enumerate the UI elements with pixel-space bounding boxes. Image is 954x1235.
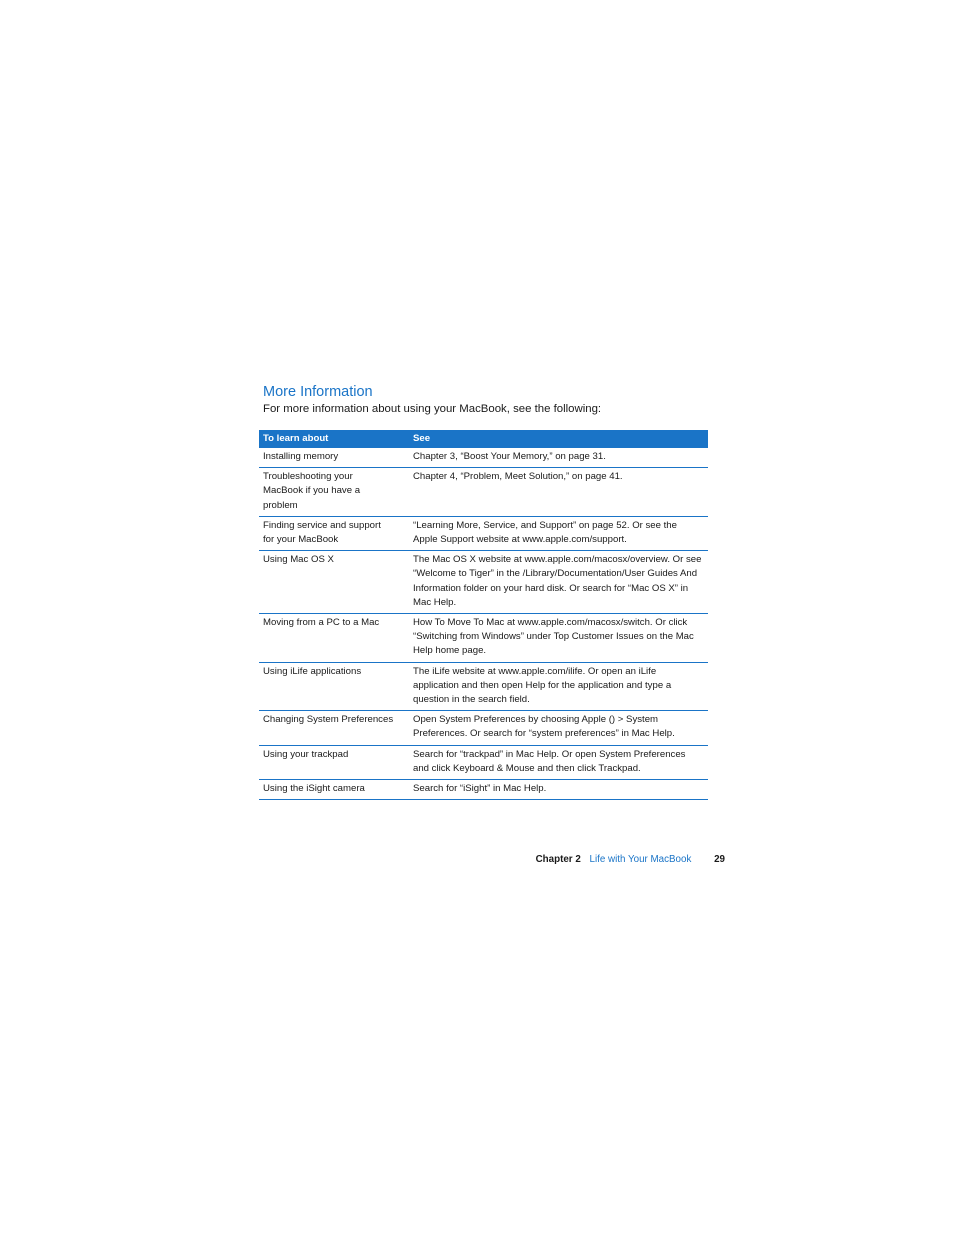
table-row: [259, 614, 708, 663]
intro-text: For more information about using your MacBook, see the following:: [263, 403, 602, 415]
chapter-label: Chapter 2: [535, 854, 581, 865]
row-topic-text: Finding service and support for your MacBook: [263, 519, 381, 546]
info-table: [259, 430, 708, 800]
table-row: [259, 662, 708, 711]
table-row: [259, 448, 708, 468]
row-see: How To Move To Mac at www.apple.com/macosx/switch. Or click “Switching from Windows” under Top Customer Issues on the Mac Help home page.: [409, 614, 708, 663]
row-topic: Using the iSight camera: [259, 780, 409, 800]
row-topic: [259, 468, 409, 517]
row-see: [409, 662, 708, 711]
row-topic: Using iLife applications: [259, 662, 409, 711]
table-row: [259, 745, 708, 779]
page-footer: [536, 852, 725, 868]
row-see-after: ) > System Preferences. Or search for “system preferences” in Mac Help.: [413, 714, 675, 740]
row-topic: Using your trackpad: [259, 745, 409, 779]
row-see-before: Open System Preferences by choosing Apple (: [413, 714, 612, 726]
table-row: [259, 516, 708, 550]
row-topic: [259, 516, 409, 550]
section-title: More Information: [263, 384, 373, 400]
table-row: [259, 468, 708, 517]
row-topic: Moving from a PC to a Mac: [259, 614, 409, 663]
table-row: [259, 711, 708, 745]
table-header-row: [259, 430, 708, 448]
row-see: [409, 711, 708, 745]
row-see: Chapter 3, “Boost Your Memory,” on page 31.: [409, 448, 708, 468]
row-see: The Mac OS X website at www.apple.com/macosx/overview. Or see “Welcome to Tiger” in the /Library/Documentation/User Guides And Information folder on your hard disk. Or search for “Mac OS X” in Mac Help.: [409, 551, 708, 614]
row-topic: Changing System Preferences: [259, 711, 409, 745]
row-topic-text: Troubleshooting your MacBook if you have a problem: [263, 471, 361, 511]
row-see-text: The iLife website at www.apple.com/ilife. Or open an iLife application and then open Help for the application and type a question in the search field.: [413, 665, 672, 706]
table-row: [259, 780, 708, 800]
row-see: [409, 516, 708, 550]
row-topic: Installing memory: [259, 448, 409, 468]
page-number: 29: [714, 854, 725, 865]
row-topic: Using Mac OS X: [259, 551, 409, 614]
column-header-see: See: [409, 430, 708, 448]
table-row: [259, 551, 708, 614]
column-header-topic: To learn about: [259, 430, 409, 448]
row-see: Search for “iSight” in Mac Help.: [409, 780, 708, 800]
row-see: Chapter 4, “Problem, Meet Solution,” on page 41.: [409, 468, 708, 517]
chapter-title: Life with Your MacBook: [589, 854, 692, 865]
row-see-text: “Learning More, Service, and Support” on page 52. Or see the Apple Support website at www.apple.com/support.: [413, 519, 677, 546]
row-see: Search for “trackpad” in Mac Help. Or open System Preferences and click Keyboard & Mouse and then click Trackpad.: [409, 745, 708, 779]
